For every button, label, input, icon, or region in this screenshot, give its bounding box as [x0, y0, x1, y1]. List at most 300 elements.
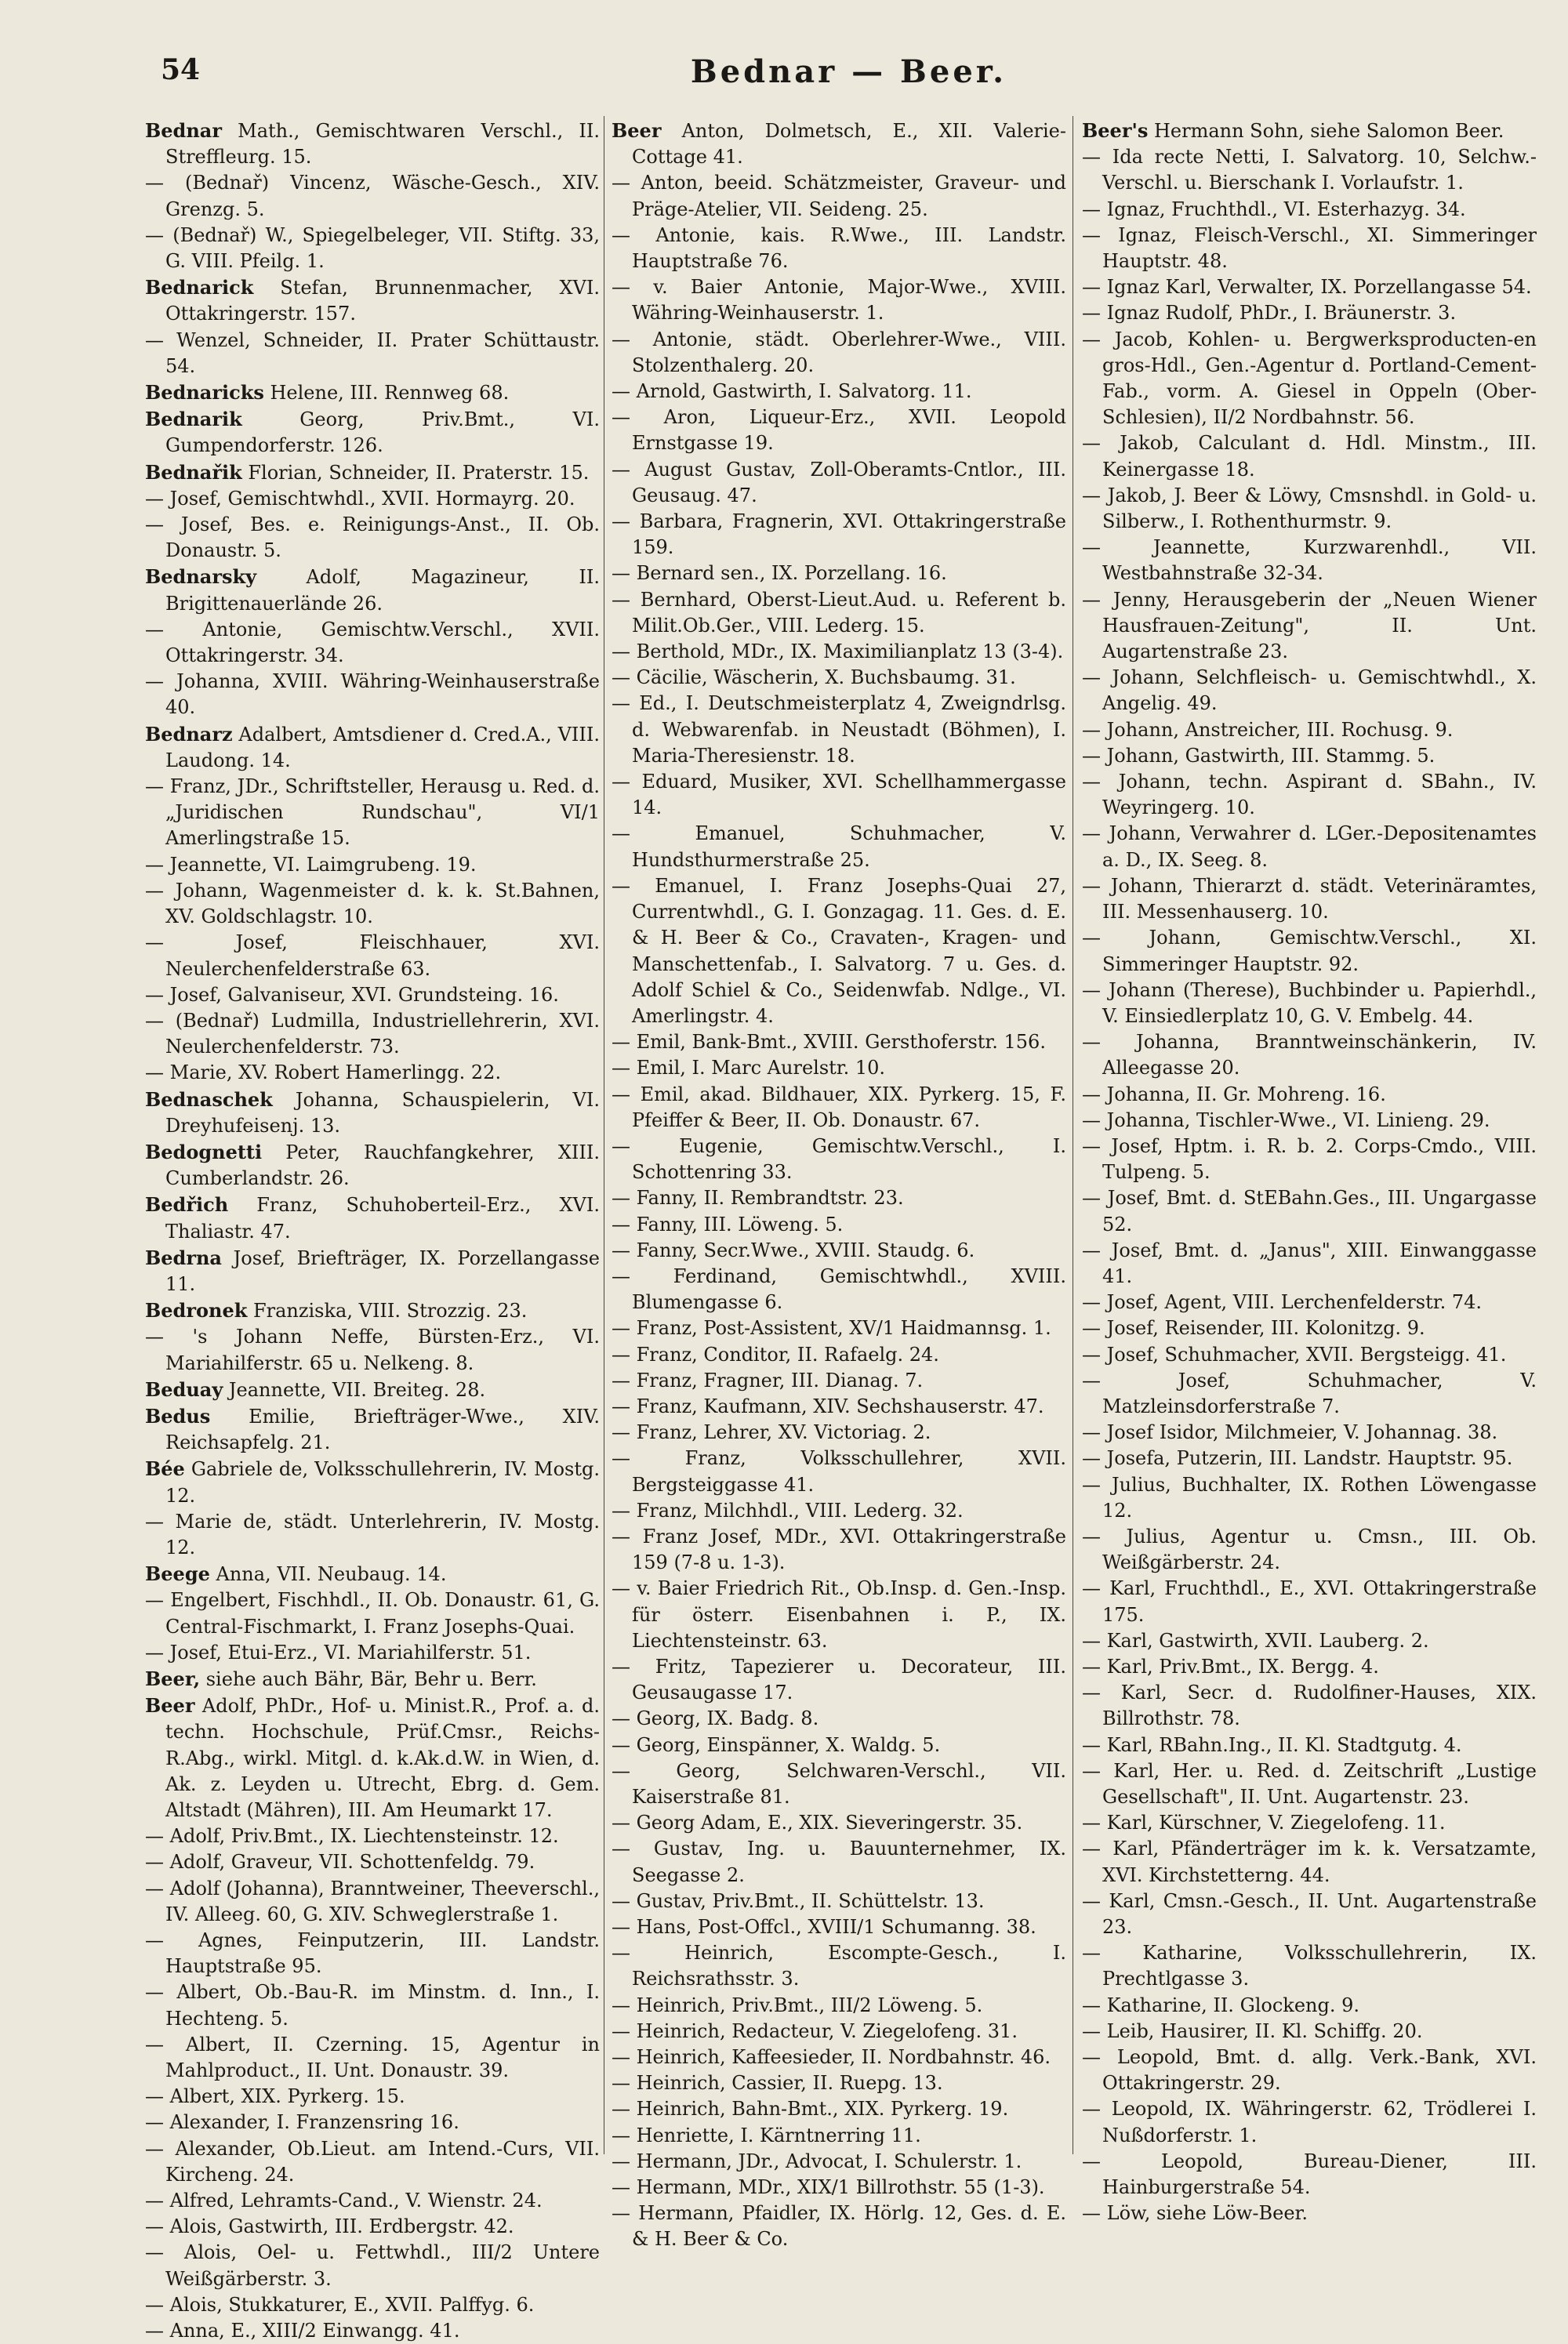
directory-entry	[1082, 2096, 1537, 2148]
directory-entry	[612, 873, 1066, 1029]
entry-text: — Leopold, Bureau-Diener, III. Hainburgerstraße 54.	[1082, 2150, 1537, 2199]
directory-entry	[612, 379, 1066, 405]
entry-text: — Wenzel, Schneider, II. Prater Schüttaustr. 54.	[145, 328, 600, 377]
entry-text: — Gustav, Ing. u. Bauunternehmer, IX. Seegasse 2.	[612, 1838, 1066, 1886]
entry-text: — Franz, Conditor, II. Rafaelg. 24.	[612, 1343, 939, 1366]
directory-entry	[1082, 1342, 1537, 1368]
directory-entry	[1082, 1733, 1537, 1758]
entry-text: — Barbara, Fragnerin, XVI. Ottakringerstraße 159.	[612, 510, 1066, 559]
entry-text: — Karl, Gastwirth, XVII. Lauberg. 2.	[1082, 1629, 1429, 1652]
entry-text: — Georg, Selchwaren-Verschl., VII. Kaiserstraße 81.	[612, 1759, 1066, 1808]
directory-entry	[145, 486, 600, 512]
entry-text: — Eugenie, Gemischtw.Verschl., I. Schottenring 33.	[612, 1134, 1066, 1184]
directory-entry	[612, 2019, 1066, 2045]
entry-text: — Franz, Lehrer, XV. Victoriag. 2.	[612, 1421, 931, 1444]
entry-text: — Alois, Stukkaturer, E., XVII. Palffyg. 6.	[145, 2293, 535, 2316]
entry-text: Josef, Briefträger, IX. Porzellangasse 11.	[165, 1246, 600, 1295]
entry-text: — Gustav, Priv.Bmt., II. Schüttelstr. 13.	[612, 1889, 985, 1912]
entry-text: — Alois, Gastwirth, III. Erdbergstr. 42.	[145, 2215, 514, 2238]
entry-text: — Julius, Buchhalter, IX. Rothen Löwengasse 12.	[1082, 1473, 1537, 1522]
entry-text: — Ignaz, Fleisch-Verschl., XI. Simmeringer Hauptstr. 48.	[1082, 223, 1537, 273]
directory-entry	[612, 665, 1066, 691]
directory-entry	[612, 1706, 1066, 1732]
directory-entry	[612, 821, 1066, 873]
entry-surname: Bednarik	[145, 408, 242, 431]
entry-text: — Heinrich, Cassier, II. Ruepg. 13.	[612, 2072, 943, 2095]
directory-entry	[1082, 1290, 1537, 1315]
entry-text: — Johanna, Branntweinschänkerin, IV. Alleegasse 20.	[1082, 1031, 1537, 1079]
directory-entry	[1082, 1940, 1537, 1992]
entry-text: — Anton, beeid. Schätzmeister, Graveur- und Präge-Atelier, VII. Seideng. 25.	[612, 172, 1066, 220]
directory-entry	[145, 2136, 600, 2188]
entry-text: — (Bednař) Vincenz, Wäsche-Gesch., XIV. Grenzg. 5.	[145, 172, 600, 220]
directory-entry	[1082, 1029, 1537, 1081]
entry-text: Johanna, Schauspielerin, VI. Dreyhufeisenj. 13.	[165, 1088, 600, 1137]
entry-text: — Johann, Selchfleisch- u. Gemischtwhdl., X. Angelig. 49.	[1082, 666, 1537, 715]
directory-entry	[1082, 197, 1537, 223]
entry-text: — Josef, Galvaniseur, XVI. Grundsteing. 16.	[145, 983, 559, 1006]
directory-entry	[145, 1587, 600, 1639]
entry-surname: Beer	[145, 1694, 195, 1718]
entry-text: — Franz, JDr., Schriftsteller, Herausg u. Red. d. „Juridischen Rundschau", VI/1 Amerlingstraße 15.	[145, 775, 600, 850]
entry-text: — Ed., I. Deutschmeisterplatz 4, Zweigndrlsg. d. Webwarenfab. in Neustadt (Böhmen), I. Maria-Theresienstr. 18.	[612, 692, 1066, 767]
entry-text: — Karl, Priv.Bmt., IX. Bergg. 4.	[1082, 1655, 1379, 1678]
directory-entry	[612, 1914, 1066, 1940]
directory-entry	[612, 1212, 1066, 1238]
directory-entry	[145, 118, 600, 170]
entry-text: — Franz, Volksschullehrer, XVII. Bergsteiggasse 41.	[612, 1447, 1066, 1496]
entry-text: Adalbert, Amtsdiener d. Cred.A., VIII. Laudong. 14.	[165, 723, 600, 771]
entry-text: — Ida recte Netti, I. Salvatorg. 10, Selchw.-Verschl. u. Bierschank I. Vorlaufstr. 1.	[1082, 146, 1537, 194]
directory-entry	[145, 1087, 600, 1139]
directory-entry	[612, 1524, 1066, 1576]
directory-entry	[612, 118, 1066, 170]
entry-text: Helene, III. Rennweg 68.	[263, 382, 510, 405]
directory-entry	[145, 274, 600, 327]
entry-text: — Henriette, I. Kärntnerring 11.	[612, 2124, 921, 2146]
directory-entry	[145, 1640, 600, 1666]
directory-entry	[1082, 1836, 1537, 1888]
entry-text: — Katharine, Volksschullehrerin, IX. Prechtlgasse 3.	[1082, 1942, 1537, 1990]
directory-entry	[1082, 2019, 1537, 2045]
directory-entry	[145, 1008, 600, 1060]
entry-text: — Julius, Agentur u. Cmsn., III. Ob. Weißgärberstr. 24.	[1082, 1525, 1537, 1574]
directory-entry	[145, 852, 600, 878]
entry-surname: Bednarz	[145, 722, 233, 746]
entry-text: Georg, Priv.Bmt., VI. Gumpendorferstr. 126.	[165, 408, 600, 457]
directory-entry	[145, 1666, 600, 1693]
entry-text: — Heinrich, Bahn-Bmt., XIX. Pyrkerg. 19.	[612, 2098, 1009, 2121]
directory-entry	[145, 1245, 600, 1297]
directory-entry	[145, 2318, 600, 2344]
directory-entry	[145, 721, 600, 774]
entry-text: — Cäcilie, Wäscherin, X. Buchsbaumg. 31.	[612, 666, 1016, 689]
entry-text: — Heinrich, Kaffeesieder, II. Nordbahnstr. 46.	[612, 2046, 1051, 2069]
directory-entry	[1082, 1368, 1537, 1420]
entry-surname: Bée	[145, 1457, 185, 1481]
page-number: 54	[161, 53, 201, 86]
entry-surname: Beege	[145, 1562, 210, 1586]
directory-entry	[145, 2214, 600, 2240]
entry-text: — Heinrich, Priv.Bmt., III/2 Löweng. 5.	[612, 1994, 983, 2016]
entry-text: — Franz Josef, MDr., XVI. Ottakringerstraße 159 (7-8 u. 1-3).	[612, 1525, 1066, 1574]
entry-text: — Karl, Cmsn.-Gesch., II. Unt. Augartenstraße 23.	[1082, 1889, 1537, 1939]
entry-text: — Marie de, städt. Unterlehrerin, IV. Mostg. 12.	[145, 1510, 600, 1558]
directory-entry	[145, 982, 600, 1008]
entry-text: Peter, Rauchfangkehrer, XIII. Cumberlandstr. 26.	[165, 1141, 600, 1190]
entry-text: — Josef, Gemischtwhdl., XVII. Hormayrg. 20.	[145, 487, 575, 510]
entry-text: — Engelbert, Fischhdl., II. Ob. Donaustr. 61, G. Central-Fischmarkt, I. Franz Josephs-Quai.	[145, 1589, 600, 1638]
directory-entry	[1082, 1654, 1537, 1680]
entry-text: Adolf, PhDr., Hof- u. Minist.R., Prof. a. d. techn. Hochschule, Prüf.Cmsr., Reichs-R.Abg., wirkl. Mitgl. d. k.Ak.d.W. in Wien, d. Ak. z. Leyden u. Utrecht, Ebrg. d. Gem. Altstadt (Mähren), III. Am Heumarkt 17.	[165, 1695, 600, 1821]
entry-text: — Josef, Fleischhauer, XVI. Neulerchenfelderstraße 63.	[145, 931, 600, 980]
entry-text: — Franz, Kaufmann, XIV. Sechshauserstr. 47.	[612, 1395, 1044, 1417]
entry-text: — Josef, Schuhmacher, XVII. Bergsteigg. 41.	[1082, 1343, 1507, 1366]
entry-text: Florian, Schneider, II. Praterstr. 15.	[241, 461, 590, 484]
entry-text: — Löw, siehe Löw-Beer.	[1082, 2202, 1308, 2225]
directory-entry	[145, 1456, 600, 1508]
directory-entry	[145, 1823, 600, 1849]
entry-text: — Josef, Bmt. d. „Janus", XIII. Einwanggasse 41.	[1082, 1239, 1537, 1287]
entry-text: — Alfred, Lehramts-Cand., V. Wienstr. 24.	[145, 2190, 543, 2212]
entry-text: — v. Baier Friedrich Rit., Ob.Insp. d. Gen.-Insp. für österr. Eisenbahnen i. P., IX. Liechtensteinstr. 63.	[612, 1577, 1066, 1652]
directory-entry	[612, 223, 1066, 274]
directory-entry	[145, 1979, 600, 2031]
directory-entry	[145, 878, 600, 930]
directory-entry	[612, 327, 1066, 379]
entry-surname: Bednaschek	[145, 1087, 273, 1111]
directory-entry	[612, 1185, 1066, 1211]
entry-text: — Jakob, J. Beer & Löwy, Cmsnshdl. in Gold- u. Silberw., I. Rothenthurmstr. 9.	[1082, 484, 1537, 533]
entry-text: — Adolf, Graveur, VII. Schottenfeldg. 79.	[145, 1851, 535, 1874]
entry-text: — Ignaz, Fruchthdl., VI. Esterhazyg. 34.	[1082, 198, 1466, 220]
entry-text: Adolf, Magazineur, II. Brigittenauerlände 26.	[165, 566, 600, 615]
entry-text: — Bernard sen., IX. Porzellang. 16.	[612, 562, 947, 585]
directory-entry	[612, 2201, 1066, 2252]
directory-entry	[145, 459, 600, 486]
entry-text: — Josef, Bes. e. Reinigungs-Anst., II. Ob. Donaustr. 5.	[145, 513, 600, 562]
directory-entry	[612, 1238, 1066, 1264]
directory-entry	[1082, 717, 1537, 743]
entry-text: — Emil, akad. Bildhauer, XIX. Pyrkerg. 15, F. Pfeiffer & Beer, II. Ob. Donaustr. 67.	[612, 1083, 1066, 1131]
entry-text: — Fanny, Secr.Wwe., XVIII. Staudg. 6.	[612, 1239, 975, 1261]
entry-text: — Albert, XIX. Pyrkerg. 15.	[145, 2085, 405, 2108]
directory-entry	[1082, 1134, 1537, 1185]
entry-text: Franziska, VIII. Strozzig. 23.	[247, 1300, 528, 1323]
entry-text: — Fanny, III. Löweng. 5.	[612, 1213, 844, 1235]
directory-entry	[612, 1940, 1066, 1992]
entry-text: — Hermann, JDr., Advocat, I. Schulerstr. 1.	[612, 2150, 1022, 2172]
directory-entry	[612, 1758, 1066, 1810]
entry-text: — Karl, Fruchthdl., E., XVI. Ottakringerstraße 175.	[1082, 1577, 1537, 1626]
directory-entry	[1082, 223, 1537, 274]
directory-entry	[145, 512, 600, 564]
entry-text: — Aron, Liqueur-Erz., XVII. Leopold Ernstgasse 19.	[612, 406, 1066, 455]
directory-entry	[1082, 769, 1537, 821]
entry-surname: Beer,	[145, 1667, 201, 1690]
directory-entry	[1082, 743, 1537, 769]
entry-surname: Bednar	[145, 119, 222, 142]
directory-entry	[1082, 1108, 1537, 1134]
entry-text: Math., Gemischtwaren Verschl., II. Streffleurg. 15.	[165, 120, 600, 169]
entry-surname: Bedus	[145, 1404, 211, 1428]
entry-text: — Josefa, Putzerin, III. Landstr. Hauptstr. 95.	[1082, 1447, 1513, 1470]
directory-entry	[612, 691, 1066, 769]
directory-entry	[612, 1315, 1066, 1341]
directory-entry	[1082, 1446, 1537, 1471]
directory-entry	[612, 769, 1066, 821]
entry-text: — Emanuel, Schuhmacher, V. Hundsthurmerstraße 25.	[612, 822, 1066, 871]
directory-entry	[1082, 144, 1537, 196]
directory-entry	[1082, 118, 1537, 144]
directory-entry	[145, 1403, 600, 1456]
entry-text: — Bernhard, Oberst-Lieut.Aud. u. Referent b. Milit.Ob.Ger., VIII. Lederg. 15.	[612, 588, 1066, 637]
entry-text: — Alexander, Ob.Lieut. am Intend.-Curs, VII. Kircheng. 24.	[145, 2137, 600, 2186]
entry-text: — Ignaz Rudolf, PhDr., I. Bräunerstr. 3.	[1082, 302, 1457, 325]
entry-text: — Georg, IX. Badg. 8.	[612, 1707, 819, 1730]
entry-surname: Beer's	[1082, 119, 1149, 142]
page-header	[161, 53, 1537, 100]
directory-entry	[612, 457, 1066, 509]
directory-entry	[1082, 1576, 1537, 1627]
directory-entry	[145, 223, 600, 274]
entry-text: — Karl, Pfänderträger im k. k. Versatzamte, XVI. Kirchstetterng. 44.	[1082, 1838, 1537, 1886]
entry-text: Franz, Schuhoberteil-Erz., XVI. Thaliastr. 47.	[165, 1194, 600, 1243]
entry-text: — Heinrich, Redacteur, V. Ziegelofeng. 31.	[612, 2019, 1018, 2042]
directory-entry	[612, 2123, 1066, 2149]
directory-entry	[1082, 821, 1537, 873]
directory-entry	[145, 617, 600, 669]
entry-text: — Adolf (Johanna), Branntweiner, Theeverschl., IV. Alleeg. 60, G. XIV. Schweglerstraße 1.	[145, 1877, 600, 1925]
directory-entry	[612, 1082, 1066, 1134]
directory-entry	[1082, 1810, 1537, 1836]
directory-entry	[1082, 2201, 1537, 2226]
entry-text: — Ferdinand, Gemischtwhdl., XVIII. Blumengasse 6.	[612, 1265, 1066, 1314]
entry-text: — (Bednař) W., Spiegelbeleger, VII. Stiftg. 33, G. VIII. Pfeilg. 1.	[145, 223, 600, 273]
entry-surname: Beduay	[145, 1377, 223, 1401]
directory-entry	[1082, 1680, 1537, 1732]
entry-text: — Adolf, Priv.Bmt., IX. Liechtensteinstr. 12.	[145, 1825, 559, 1848]
directory-entry	[145, 1060, 600, 1086]
entry-text: — Jeannette, VI. Laimgrubeng. 19.	[145, 853, 477, 876]
entry-surname: Bedognetti	[145, 1140, 263, 1163]
entry-text: — v. Baier Antonie, Major-Wwe., XVIII. Währing-Weinhauserstr. 1.	[612, 276, 1066, 325]
directory-entry	[1082, 327, 1537, 431]
directory-entry	[612, 1394, 1066, 1420]
entry-text: — Eduard, Musiker, XVI. Schellhammergasse 14.	[612, 771, 1066, 819]
directory-entry	[1082, 1628, 1537, 1654]
entry-text: — Marie, XV. Robert Hamerlingg. 22.	[145, 1061, 502, 1084]
directory-entry	[145, 2240, 600, 2291]
entry-text: — Emanuel, I. Franz Josephs-Quai 27, Currentwhdl., G. I. Gonzagag. 11. Ges. d. E. & H. Beer & Co., Cravaten-, Kragen- und Manschettenfab., I. Salvatorg. 7 u. Ges. d. Adolf Schiel & Co., Seidenwfab. Ndlge., VI. Amerlingstr. 4.	[612, 874, 1066, 1027]
entry-text: — Johann, Gastwirth, III. Stammg. 5.	[1082, 744, 1436, 767]
entry-text: — Arnold, Gastwirth, I. Salvatorg. 11.	[612, 380, 972, 403]
entry-text: Gabriele de, Volksschullehrerin, IV. Mostg. 12.	[165, 1458, 600, 1507]
entry-text: — Antonie, städt. Oberlehrer-Wwe., VIII. Stolzenthalerg. 20.	[612, 328, 1066, 376]
directory-entry	[1082, 535, 1537, 586]
directory-entry	[612, 1889, 1066, 1914]
directory-entry	[612, 1446, 1066, 1497]
directory-entry	[145, 2188, 600, 2214]
directory-entry	[145, 2084, 600, 2110]
entry-text: — Jakob, Calculant d. Hdl. Minstm., III. Keinergasse 18.	[1082, 432, 1537, 481]
directory-entry	[612, 1576, 1066, 1654]
entry-text: Anna, VII. Neubaug. 14.	[209, 1563, 447, 1586]
entry-text: — Fanny, II. Rembrandtstr. 23.	[612, 1187, 904, 1210]
entry-text: — Josef, Etui-Erz., VI. Mariahilferstr. 51.	[145, 1641, 532, 1664]
directory-entry	[612, 1055, 1066, 1081]
entry-text: — Johanna, Tischler-Wwe., VI. Linieng. 29.	[1082, 1109, 1490, 1131]
entry-text: — Ignaz Karl, Verwalter, IX. Porzellangasse 54.	[1082, 276, 1532, 299]
directory-entry	[1082, 1082, 1537, 1108]
directory-entry	[145, 2110, 600, 2135]
directory-entry	[145, 328, 600, 379]
directory-entry	[1082, 1993, 1537, 2019]
directory-entry	[612, 2070, 1066, 2096]
entry-text: — Karl, Secr. d. Rudolfiner-Hauses, XIX. Billrothstr. 78.	[1082, 1682, 1537, 1730]
directory-entry	[612, 1733, 1066, 1758]
entry-text: — Albert, II. Czerning. 15, Agentur in Mahlproduct., II. Unt. Donaustr. 39.	[145, 2033, 600, 2082]
directory-entry	[612, 1134, 1066, 1185]
directory-entry	[612, 1264, 1066, 1315]
directory-entry	[612, 509, 1066, 561]
directory-entry	[1082, 1238, 1537, 1290]
entry-text: — Hermann, MDr., XIX/1 Billrothstr. 55 (1-3).	[612, 2176, 1045, 2199]
directory-entry	[1082, 665, 1537, 717]
entry-text: — Agnes, Feinputzerin, III. Landstr. Hauptstraße 95.	[145, 1929, 600, 1978]
directory-entry	[145, 774, 600, 852]
directory-entry	[145, 1297, 600, 1324]
directory-entry	[145, 2292, 600, 2318]
entry-text: — Johann, techn. Aspirant d. SBahn., IV. Weyringerg. 10.	[1082, 771, 1537, 819]
entry-text: — Franz, Milchhdl., VIII. Lederg. 32.	[612, 1499, 964, 1522]
directory-entry	[1082, 1185, 1537, 1237]
directory-entry	[1082, 300, 1537, 326]
entry-text: — Josef, Hptm. i. R. b. 2. Corps-Cmdo., VIII. Tulpeng. 5.	[1082, 1134, 1537, 1184]
directory-entry	[1082, 978, 1537, 1029]
directory-entry	[145, 1693, 600, 1823]
entry-text: — Heinrich, Escompte-Gesch., I. Reichsrathsstr. 3.	[612, 1942, 1066, 1990]
entry-surname: Bedrna	[145, 1246, 222, 1269]
directory-entry	[1082, 1524, 1537, 1576]
entry-text: — Josef Isidor, Milchmeier, V. Johannag. 38.	[1082, 1421, 1498, 1444]
directory-entry	[612, 1836, 1066, 1888]
directory-entry	[612, 639, 1066, 665]
directory-entry	[612, 1654, 1066, 1706]
directory-entry	[1082, 873, 1537, 925]
entry-text: — Johann, Wagenmeister d. k. k. St.Bahnen, XV. Goldschlagstr. 10.	[145, 879, 600, 928]
directory-entry	[145, 406, 600, 459]
directory-entry	[145, 1509, 600, 1561]
directory-entry	[612, 1342, 1066, 1368]
entry-surname: Bednarsky	[145, 565, 257, 589]
directory-entry	[612, 1368, 1066, 1394]
directory-entry	[612, 1810, 1066, 1836]
directory-column-left	[145, 118, 600, 2344]
directory-entry	[145, 1324, 600, 1376]
directory-entry	[612, 2096, 1066, 2122]
directory-entry	[1082, 1889, 1537, 1940]
entry-text: — Fritz, Tapezierer u. Decorateur, III. Geusaugasse 17.	[612, 1655, 1066, 1704]
entry-text: — Jacob, Kohlen- u. Bergwerksproducten-en gros-Hdl., Gen.-Agentur d. Portland-Cement-Fab., vorm. A. Giesel in Oppeln (Ober-Schlesien), II/2 Nordbahnstr. 56.	[1082, 328, 1537, 429]
entry-text: — (Bednař) Ludmilla, Industriellehrerin, XVI. Neulerchenfelderstr. 73.	[145, 1009, 600, 1058]
entry-text: — Antonie, Gemischtw.Verschl., XVII. Ottakringerstr. 34.	[145, 618, 600, 667]
directory-entry	[145, 1928, 600, 1979]
entry-text: Hermann Sohn, siehe Salomon Beer.	[1148, 120, 1504, 142]
directory-entry	[145, 1192, 600, 1244]
entry-text: — Emil, I. Marc Aurelstr. 10.	[612, 1057, 886, 1079]
directory-entry	[1082, 430, 1537, 482]
entry-surname: Bedronek	[145, 1299, 248, 1323]
entry-text: — Anna, E., XIII/2 Einwangg. 41.	[145, 2320, 460, 2342]
entry-text: Emilie, Briefträger-Wwe., XIV. Reichsapfelg. 21.	[165, 1405, 600, 1454]
directory-column-right	[1082, 118, 1537, 2226]
directory-entry	[145, 1377, 600, 1403]
entry-text: — Karl, Her. u. Red. d. Zeitschrift „Lustige Gesellschaft", II. Unt. Augartenstr. 23.	[1082, 1759, 1537, 1808]
directory-entry	[612, 2045, 1066, 2070]
entry-text: — Johanna, XVIII. Währing-Weinhauserstraße 40.	[145, 670, 600, 719]
directory-entry	[145, 1139, 600, 1192]
entry-text: — Georg Adam, E., XIX. Sieveringerstr. 35.	[612, 1812, 1023, 1834]
directory-entry	[1082, 1472, 1537, 1524]
directory-entry	[612, 274, 1066, 326]
entry-text: — Katharine, II. Glockeng. 9.	[1082, 1994, 1360, 2016]
directory-entry	[145, 669, 600, 720]
directory-entry	[145, 1849, 600, 1875]
entry-surname: Bednařik	[145, 460, 242, 484]
directory-entry	[145, 2032, 600, 2084]
entry-text: — Johann (Therese), Buchbinder u. Papierhdl., V. Einsiedlerplatz 10, G. V. Embelg. 44.	[1082, 978, 1537, 1027]
directory-entry	[1082, 483, 1537, 535]
entry-text: — Josef, Agent, VIII. Lerchenfelderstr. 74.	[1082, 1291, 1482, 1314]
entry-text: — Jeannette, Kurzwarenhdl., VII. Westbahnstraße 32-34.	[1082, 536, 1537, 585]
directory-entry	[612, 2175, 1066, 2201]
directory-entry	[612, 405, 1066, 456]
directory-entry	[1082, 1420, 1537, 1446]
directory-entry	[612, 2149, 1066, 2175]
entry-text: siehe auch Bähr, Bär, Behr u. Berr.	[200, 1667, 537, 1690]
directory-entry	[1082, 2045, 1537, 2096]
entry-text: — Antonie, kais. R.Wwe., III. Landstr. Hauptstraße 76.	[612, 223, 1066, 273]
directory-entry	[145, 379, 600, 406]
entry-text: — Josef, Bmt. d. StEBahn.Ges., III. Ungargasse 52.	[1082, 1187, 1537, 1235]
entry-text: — Hans, Post-Offcl., XVIII/1 Schumanng. 38.	[612, 1916, 1036, 1939]
entry-text: — Hermann, Pfaidler, IX. Hörlg. 12, Ges. d. E. & H. Beer & Co.	[612, 2202, 1066, 2251]
entry-surname: Bednarick	[145, 276, 254, 299]
entry-text: — 's Johann Neffe, Bürsten-Erz., VI. Mariahilferstr. 65 u. Nelkeng. 8.	[145, 1326, 600, 1374]
directory-entry	[1082, 2149, 1537, 2201]
entry-text: — Jenny, Herausgeberin der „Neuen Wiener Hausfrauen-Zeitung", II. Unt. Augartenstraße 23.	[1082, 588, 1537, 663]
entry-text: — Albert, Ob.-Bau-R. im Minstm. d. Inn., I. Hechteng. 5.	[145, 1981, 600, 2030]
directory-entry	[145, 170, 600, 222]
directory-entry	[145, 564, 600, 616]
entry-text: — Karl, Kürschner, V. Ziegelofeng. 11.	[1082, 1812, 1446, 1834]
directory-entry	[612, 170, 1066, 222]
entry-text: — Emil, Bank-Bmt., XVIII. Gersthoferstr. 156.	[612, 1031, 1046, 1054]
directory-entry	[145, 1561, 600, 1587]
entry-text: — Johann, Gemischtw.Verschl., XI. Simmeringer Hauptstr. 92.	[1082, 927, 1537, 975]
entry-text: — Karl, RBahn.Ing., II. Kl. Stadtgutg. 4.	[1082, 1733, 1462, 1756]
directory-entry	[612, 1498, 1066, 1524]
entry-text: — Leopold, IX. Währingerstr. 62, Trödlerei I. Nußdorferstr. 1.	[1082, 2098, 1537, 2146]
directory-entry	[612, 561, 1066, 586]
entry-text: — Josef, Schuhmacher, V. Matzleinsdorferstraße 7.	[1082, 1369, 1537, 1417]
entry-text: — Johann, Anstreicher, III. Rochusg. 9.	[1082, 718, 1454, 741]
entry-text: Stefan, Brunnenmacher, XVI. Ottakringerstr. 157.	[165, 277, 600, 325]
entry-text: — Alexander, I. Franzensring 16.	[145, 2111, 459, 2134]
entry-text: Jeannette, VII. Breiteg. 28.	[223, 1378, 486, 1401]
entry-text: — Johanna, II. Gr. Mohreng. 16.	[1082, 1083, 1386, 1105]
